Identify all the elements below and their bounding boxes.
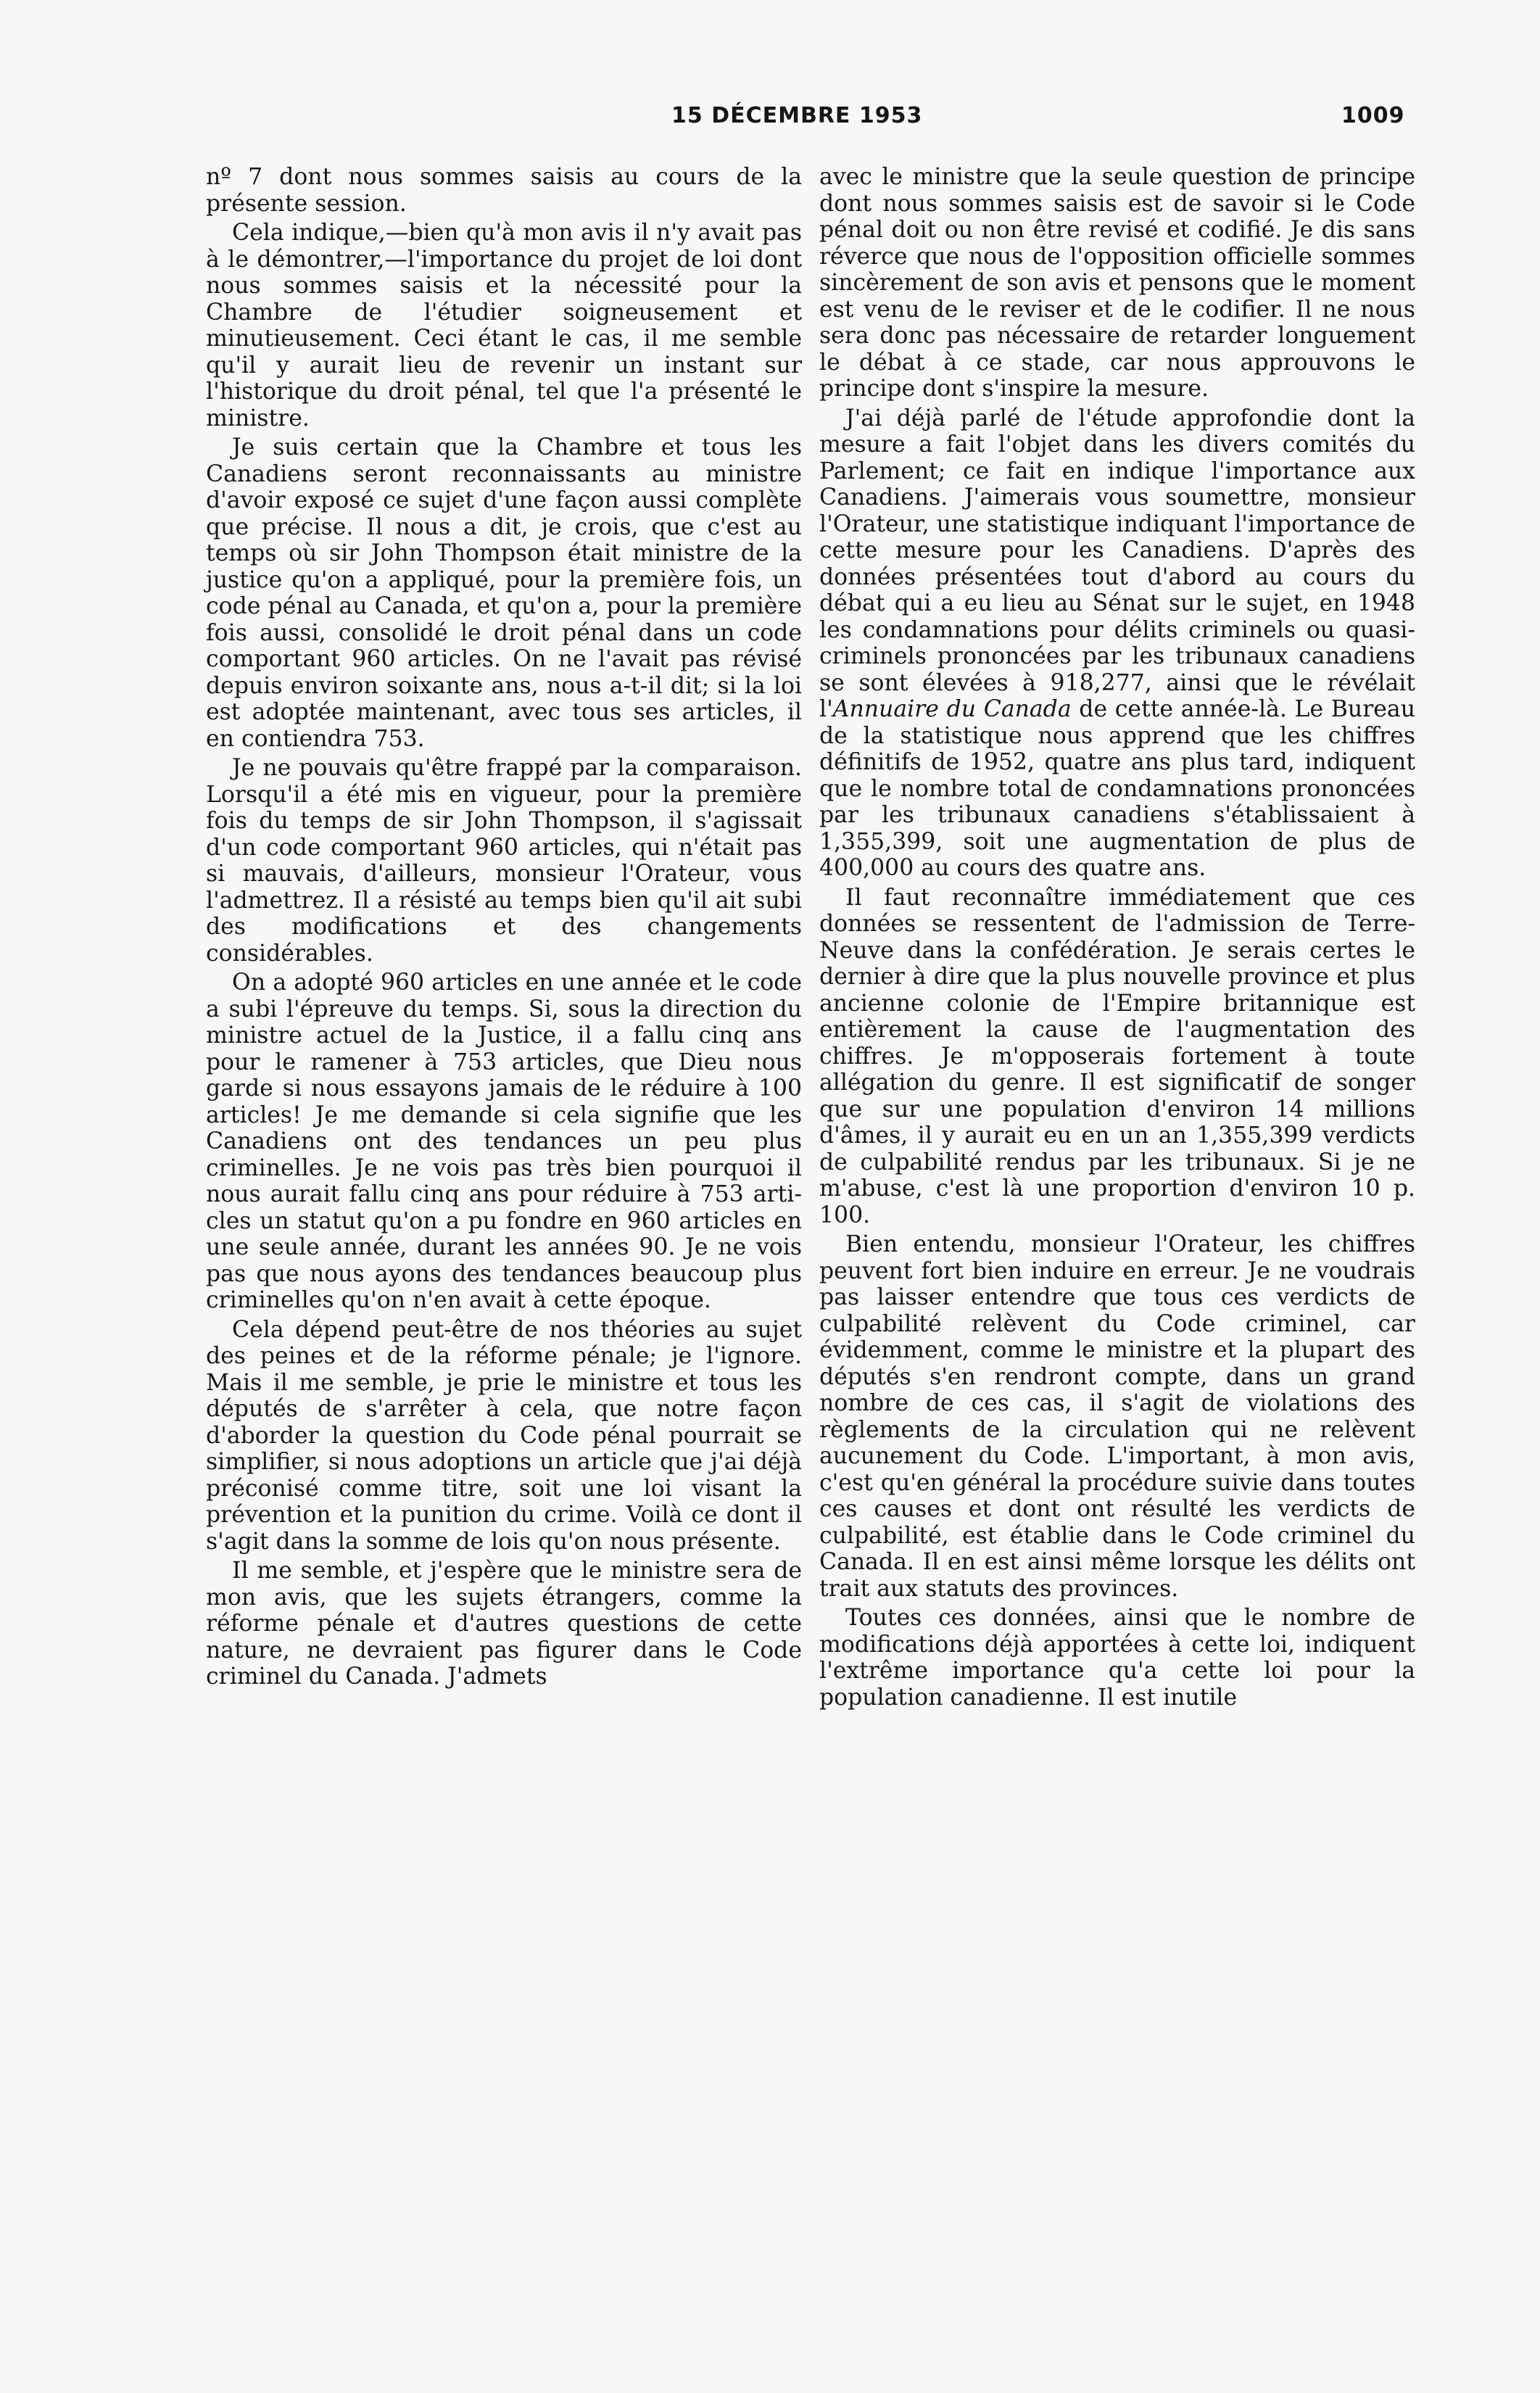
left-column (206, 164, 802, 1693)
paragraph: Il me semble, et j'espère que le ministre sera de mon avis, que les sujets étrangers, comme la réforme pénale et d'autres questions de cette nature, ne devraient pas figurer dans le Code criminel du Canada. J'admets (206, 1558, 802, 1690)
publication-title: Annuaire du Canada (832, 696, 1072, 722)
paragraph: avec le ministre que la seule question de principe dont nous sommes saisis est de savoir si le Code pénal doit ou non être revisé et codifié. Je dis sans réverce que nous de l'opposition officielle sommes sincèrement de son avis et pensons que le moment est venu de le reviser et de le codifier. Il ne nous sera donc pas nécessaire de retarder longuement le débat à ce stade, car nous approuvons le principe dont s'inspire la mesure. (819, 164, 1415, 402)
running-header (0, 103, 1540, 139)
paragraph: Je suis certain que la Chambre et tous les Canadiens seront reconnaissants au ministre d'avoir exposé ce sujet d'une façon aussi complète que précise. Il nous a dit, je crois, que c'est au temps où sir John Thompson était ministre de la justice qu'on a appliqué, pour la première fois, un code pénal au Canada, et qu'on a, pour la première fois aussi, consolidé le droit pénal dans un code comportant 960 articles. On ne l'avait pas révisé depuis environ soixante ans, nous a-t-il dit; si la loi est adoptée maintenant, avec tous ses articles, il en contiendra 753. (206, 434, 802, 752)
right-column (819, 164, 1415, 1714)
paragraph: Cela indique,—bien qu'à mon avis il n'y avait pas à le démontrer,—l'importance du projet de loi dont nous sommes saisis et la nécessité pour la Chambre de l'étudier soigneusement et minutieusement. Ceci étant le cas, il me semble qu'il y aurait lieu de revenir un instant sur l'historique du droit pénal, tel que l'a présenté le ministre. (206, 220, 802, 431)
paragraph (819, 405, 1415, 882)
paragraph: Je ne pouvais qu'être frappé par la comparaison. Lorsqu'il a été mis en vigueur, pour la première fois du temps de sir John Thompson, il s'agissait d'un code comportant 960 articles, qui n'était pas si mauvais, d'ailleurs, monsieur l'Orateur, vous l'admettrez. Il a résisté au temps bien qu'il ait subi des modifications et des changements considérables. (206, 755, 802, 967)
text-run: J'ai déjà parlé de l'étude approfondie dont la mesure a fait l'objet dans les divers comités du Parlement; ce fait en indique l'importance aux Canadiens. J'aimerais vous soumettre, monsieur l'Orateur, une statistique indiquant l'importance de cette mesure pour les Canadiens. D'après des données présentées tout d'abord au cours du débat qui a eu lieu au Sénat sur le sujet, en 1948 les condamnations pour délits criminels ou quasi-criminels prononcées par les tribunaux canadiens se sont élevées à 918,277, ainsi que le révélait l' (819, 405, 1415, 722)
paragraph: Il faut reconnaître immédiatement que ces données se ressentent de l'admission de Terre-Neuve dans la confédération. Je serais certes le dernier à dire que la plus nouvelle province et plus ancienne colonie de l'Empire britannique est entièrement la cause de l'augmentation des chiffres. Je m'opposerais fortement à toute allégation du genre. Il est significatif de songer que sur une population d'environ 14 millions d'âmes, il y aurait eu en un an 1,355,399 verdicts de culpabilité rendus par les tribunaux. Si je ne m'abuse, c'est là une proportion d'environ 10 p. 100. (819, 884, 1415, 1228)
paragraph: Bien entendu, monsieur l'Orateur, les chiffres peuvent fort bien induire en erreur. Je ne voudrais pas laisser entendre que tous ces verdicts de culpabilité relèvent du Code criminel, car évidemment, comme le ministre et la plupart des députés s'en rendront compte, dans un grand nombre de ces cas, il s'agit de violations des règlements de la circulation qui ne relèvent aucunement du Code. L'important, à mon avis, c'est qu'en général la procédure suivie dans toutes ces causes et dont ont résulté les verdicts de culpabilité, est établie dans le Code criminel du Canada. Il en est ainsi même lorsque les délits ont trait aux statuts des provinces. (819, 1231, 1415, 1602)
paragraph: Toutes ces données, ainsi que le nombre de modifications déjà apportées à cette loi, indiquent l'extrême importance qu'a cette loi pour la population canadienne. Il est inutile (819, 1605, 1415, 1711)
paragraph: Cela dépend peut-être de nos théories au sujet des peines et de la réforme pénale; je l'ignore. Mais il me semble, je prie le ministre et tous les députés de s'arrêter à cela, que notre façon d'aborder la question du Code pénal pourrait se simplifier, si nous adoptions un article que j'ai déjà préconisé comme titre, soit une loi visant la prévention et la punition du crime. Voilà ce dont il s'agit dans la somme de lois qu'on nous présente. (206, 1316, 802, 1555)
paragraph: nº 7 dont nous sommes saisis au cours de la présente session. (206, 164, 802, 217)
paragraph: On a adopté 960 articles en une année et le code a subi l'épreuve du temps. Si, sous la direction du ministre actuel de la Justice, il a fallu cinq ans pour le ramener à 753 articles, que Dieu nous garde si nous essayons jamais de le réduire à 100 articles! Je me demande si cela signifie que les Canadiens ont des tendances un peu plus criminelles. Je ne vois pas très bien pourquoi il nous aurait fallu cinq ans pour réduire à 753 articles un statut qu'on a pu fondre en 960 articles en une seule année, durant les années 90. Je ne vois pas que nous ayons des tendances beaucoup plus criminelles qu'on n'en avait à cette époque. (206, 970, 802, 1313)
text-run: de cette année-là. Le Bureau de la statistique nous apprend que les chiffres définitifs de 1952, quatre ans plus tard, indiquent que le nombre total de condamnations prononcées par les tribunaux canadiens s'établissaient à 1,355,399, soit une augmentation de plus de 400,000 au cours des quatre ans. (819, 696, 1415, 881)
header-date: 15 DÉCEMBRE 1953 (671, 103, 923, 128)
page-number: 1009 (1341, 103, 1405, 128)
